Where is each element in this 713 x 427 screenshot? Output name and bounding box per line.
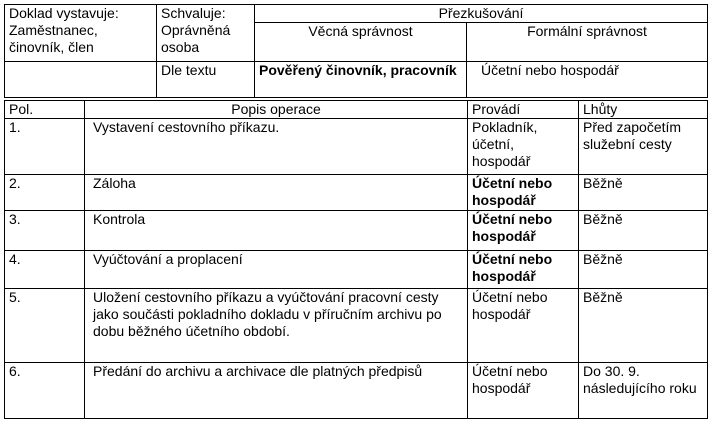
row-pos: 6. — [5, 363, 85, 419]
table-row — [5, 175, 708, 211]
row-pos: 2. — [5, 175, 85, 211]
review-header: Přezkušování — [255, 5, 708, 23]
issuer-header: Doklad vystavuje: Zaměstnanec, činovník, člen — [5, 5, 157, 62]
row-who: Účetní nebo hospodář — [468, 175, 579, 211]
row-pos: 4. — [5, 251, 85, 289]
column-header-pos: Pol. — [5, 101, 85, 119]
material-correctness-value: Pověřený činovník, pracovník — [255, 62, 467, 98]
row-pos: 3. — [5, 211, 85, 251]
row-who: Pokladník, účetní, hospodář — [468, 119, 579, 175]
row-desc: Vystavení cestovního příkazu. — [85, 119, 468, 175]
formal-correctness-header: Formální správnost — [467, 23, 708, 62]
column-header-desc: Popis operace — [85, 101, 468, 119]
row-deadline: Běžně — [579, 211, 708, 251]
row-who: Účetní nebo hospodář — [468, 211, 579, 251]
row-who: Účetní nebo hospodář — [468, 289, 579, 363]
row-deadline: Běžně — [579, 251, 708, 289]
row-deadline: Před započetím služební cesty — [579, 119, 708, 175]
table-row — [5, 251, 708, 289]
approver-header: Schvaluje: Oprávněná osoba — [157, 5, 255, 62]
table-row — [5, 289, 708, 363]
row-desc: Předání do archivu a archivace dle platných předpisů — [85, 363, 468, 419]
approver-value: Dle textu — [157, 62, 255, 98]
formal-correctness-value: Účetní nebo hospodář — [467, 62, 708, 98]
row-pos: 5. — [5, 289, 85, 363]
row-who: Účetní nebo hospodář — [468, 251, 579, 289]
issuer-value — [5, 62, 157, 98]
procedure-table — [4, 100, 708, 419]
table-row — [5, 119, 708, 175]
material-correctness-header: Věcná správnost — [255, 23, 467, 62]
row-desc: Kontrola — [85, 211, 468, 251]
row-deadline: Běžně — [579, 175, 708, 211]
table-row — [5, 363, 708, 419]
column-header-deadline: Lhůty — [579, 101, 708, 119]
row-desc: Uložení cestovního příkazu a vyúčtování pracovní cesty jako součásti pokladního dokladu v příručním archivu po dobu běžného účetního období. — [85, 289, 468, 363]
approval-table — [4, 4, 708, 98]
row-desc: Vyúčtování a proplacení — [85, 251, 468, 289]
row-desc: Záloha — [85, 175, 468, 211]
row-deadline: Do 30. 9. následujícího roku — [579, 363, 708, 419]
row-deadline: Běžně — [579, 289, 708, 363]
column-header-who: Provádí — [468, 101, 579, 119]
row-who: Účetní nebo hospodář — [468, 363, 579, 419]
row-pos: 1. — [5, 119, 85, 175]
table-row — [5, 211, 708, 251]
